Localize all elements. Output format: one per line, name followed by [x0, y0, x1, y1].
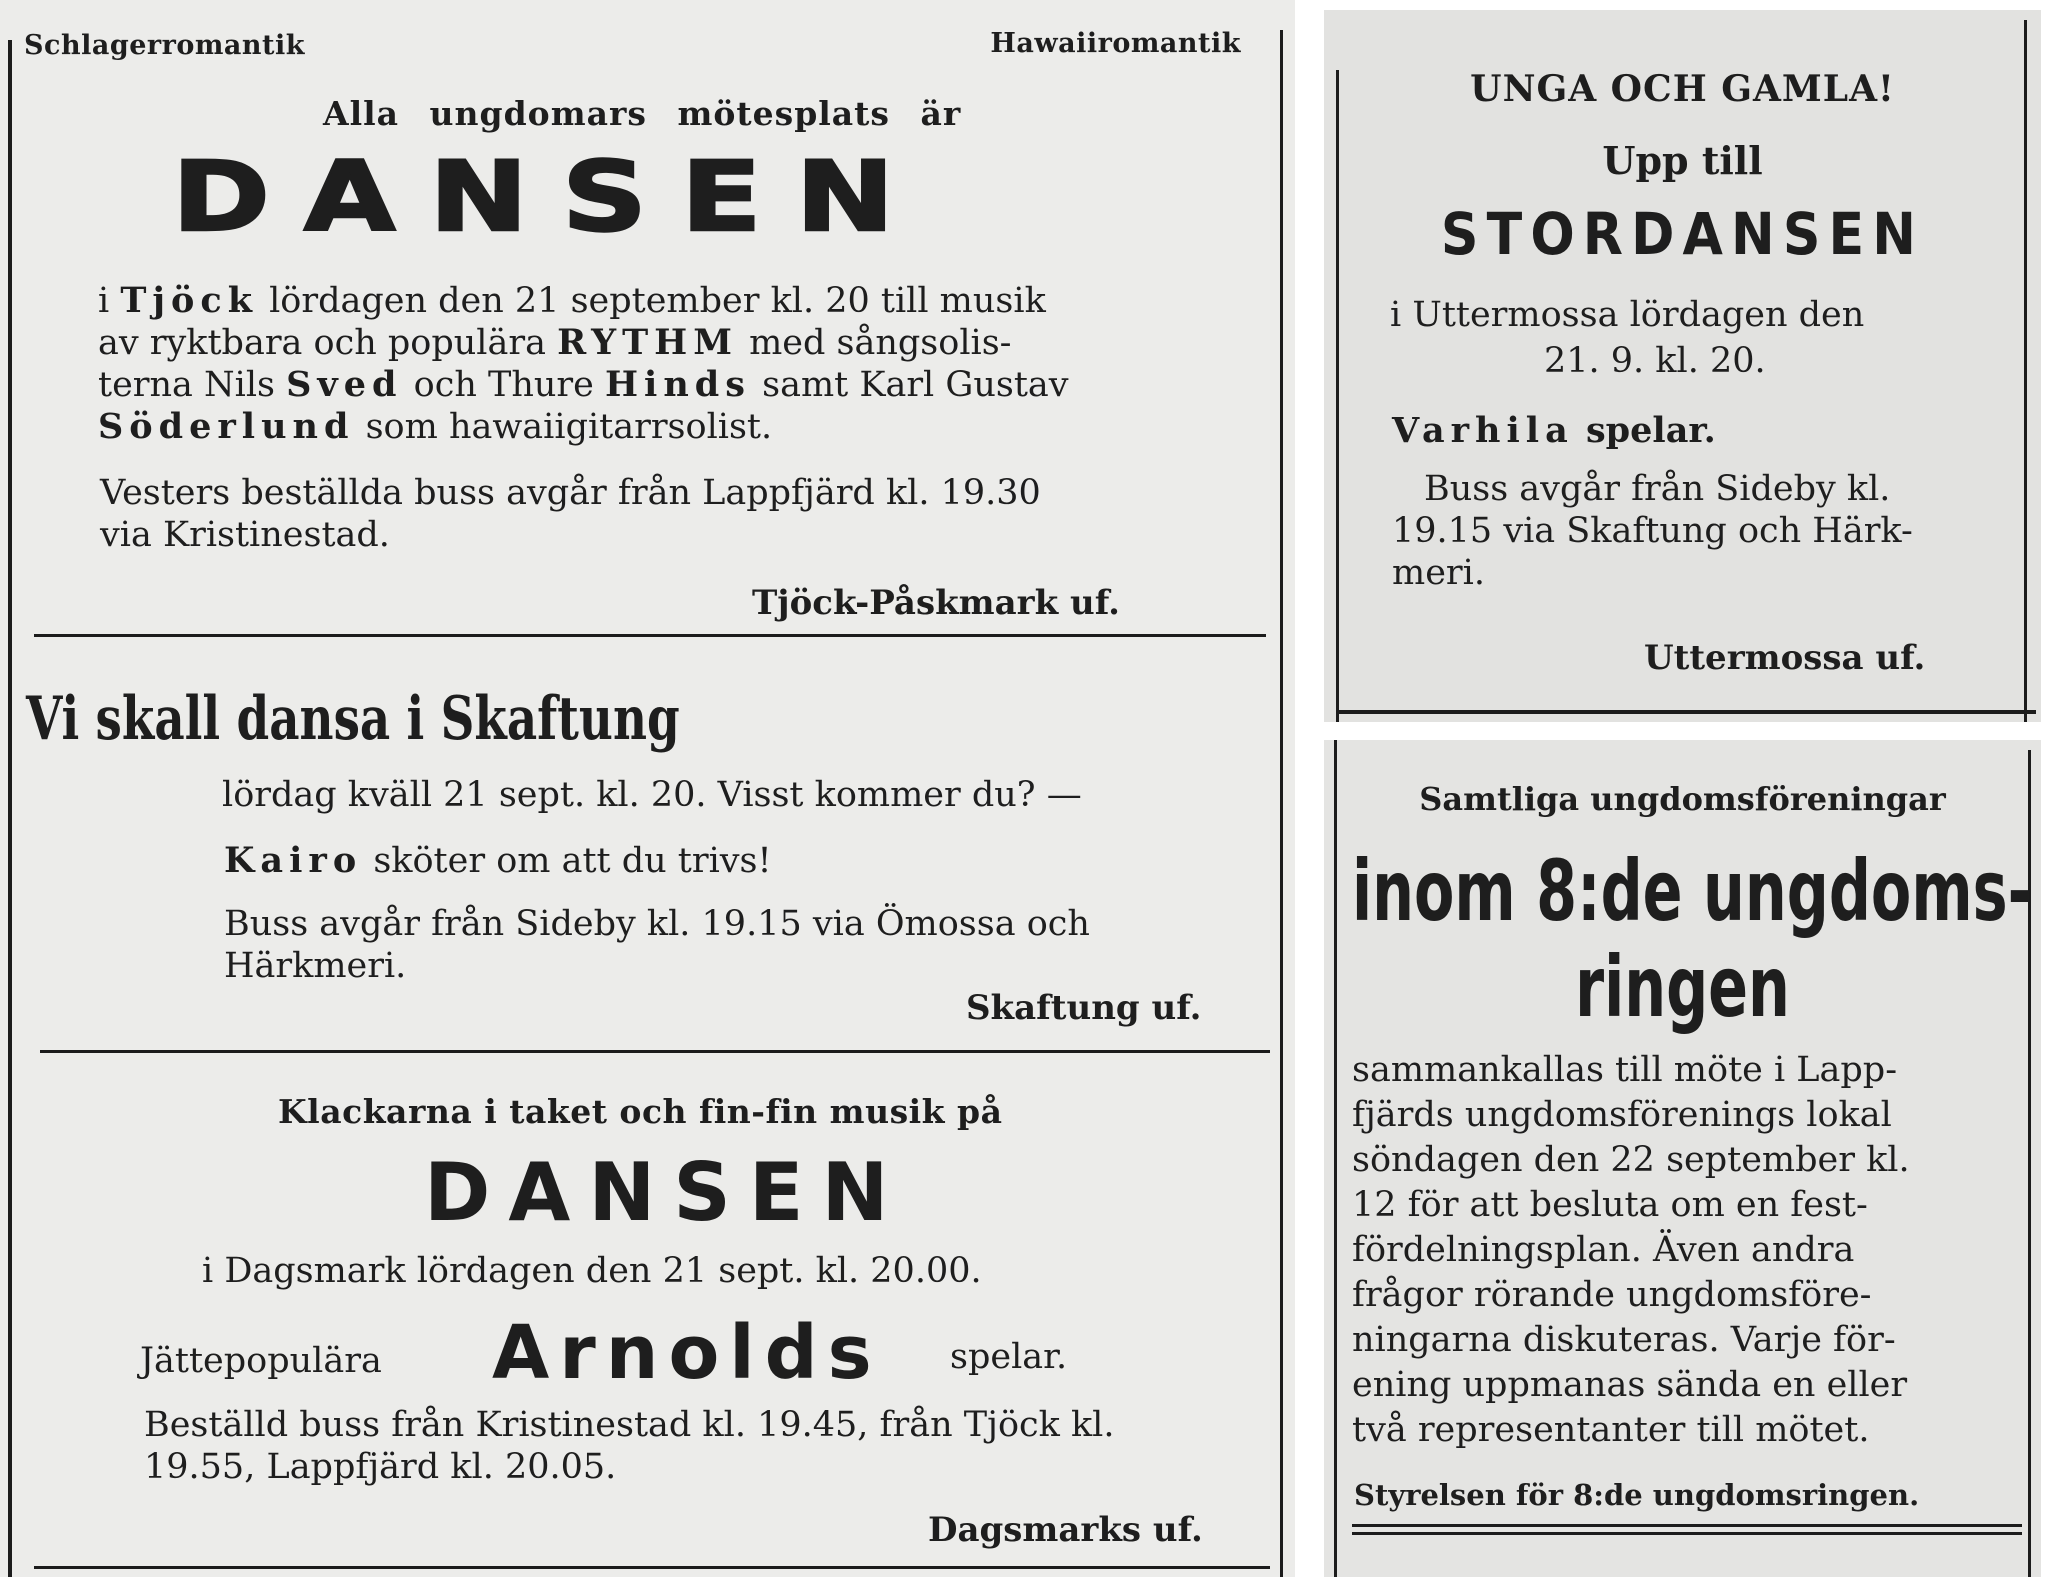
ad-lead: Klackarna i taket och fin-fin musik på — [278, 1092, 1003, 1131]
corner-left-label: Schlagerromantik — [24, 30, 305, 61]
ad-signature: Tjöck-Påskmark uf. — [752, 583, 1120, 623]
ad-line: 21. 9. kl. 20. — [1544, 341, 1766, 381]
ad-headline: DANSEN — [172, 140, 929, 254]
ad-lead: Alla ungdomars mötesplats är — [323, 94, 962, 133]
clipping-right-top — [1324, 10, 2041, 722]
divider — [1336, 710, 2036, 714]
ad-band-name: Arnolds — [492, 1310, 882, 1396]
ad-lead: Upp till — [1602, 138, 1763, 183]
ad-lead: Samtliga ungdomsföreningar — [1419, 780, 1946, 818]
ad-band-label: Jättepopulära — [140, 1341, 382, 1381]
ad-signature: Uttermossa uf. — [1644, 638, 1926, 678]
ad-headline: Vi skall dansa i Skaftung — [26, 684, 680, 754]
ad-body: i Tjöck lördagen den 21 september kl. 20 till musik av ryktbara och populära RYTHM med sångsolis- terna Nils Sved och Thure Hinds samt Karl Gustav Söderlund som hawaiigitarrsolist. — [98, 280, 1069, 447]
ad-band-line: Varhila spelar. — [1392, 410, 1716, 451]
right-border — [2024, 20, 2027, 722]
clipping-right-bottom — [1324, 740, 2041, 1577]
right-border — [1280, 30, 1283, 1577]
ad-body: sammankallas till möte i Lapp- fjärds ungdomsförenings lokal söndagen den 22 september kl. 12 för att besluta om en fest- fördelningsplan. Även andra frågor rörande ungdomsföre- ningarna diskuteras. Varje för- ening uppmanas sända en eller två representanter till mötet. — [1352, 1050, 1910, 1450]
ad-headline: ringen — [1575, 938, 1790, 1036]
ad-signature: Dagsmarks uf. — [928, 1510, 1203, 1550]
left-border — [8, 40, 12, 1577]
ad-line: lördag kväll 21 sept. kl. 20. Visst kommer du? — — [222, 775, 1082, 815]
ad-signature: Styrelsen för 8:de ungdomsringen. — [1354, 1478, 1920, 1512]
ad-headline: DANSEN — [424, 1146, 907, 1239]
ad-bus-info: Buss avgår från Sideby kl. 19.15 via Skaftung och Härk- meri. — [1392, 469, 1913, 593]
corner-right-label: Hawaiiromantik — [990, 28, 1241, 59]
ad-bus-info: Buss avgår från Sideby kl. 19.15 via Ömossa och Härkmeri. — [224, 904, 1090, 986]
ad-bus-info: Beställd buss från Kristinestad kl. 19.45, från Tjöck kl. 19.55, Lappfjärd kl. 20.05. — [144, 1405, 1115, 1487]
divider — [40, 1050, 1270, 1053]
ad-lead: UNGA OCH GAMLA! — [1470, 68, 1895, 110]
divider — [1352, 1532, 2022, 1535]
ad-signature: Skaftung uf. — [966, 988, 1202, 1028]
ad-headline: inom 8:de ungdoms- — [1352, 842, 2032, 940]
ad-bus-info: Vesters beställda buss avgår från Lappfjärd kl. 19.30 via Kristinestad. — [100, 473, 1041, 555]
left-border — [1334, 740, 1337, 1577]
ad-line: i Dagsmark lördagen den 21 sept. kl. 20.00. — [202, 1251, 982, 1291]
divider — [1352, 1524, 2022, 1527]
ad-headline: STORDANSEN — [1440, 200, 1925, 268]
ad-band-label: spelar. — [950, 1337, 1068, 1377]
ad-line: i Uttermossa lördagen den — [1390, 295, 1865, 335]
divider — [34, 1566, 1270, 1569]
divider — [34, 634, 1266, 637]
ad-line: Kairo sköter om att du trivs! — [224, 840, 772, 881]
